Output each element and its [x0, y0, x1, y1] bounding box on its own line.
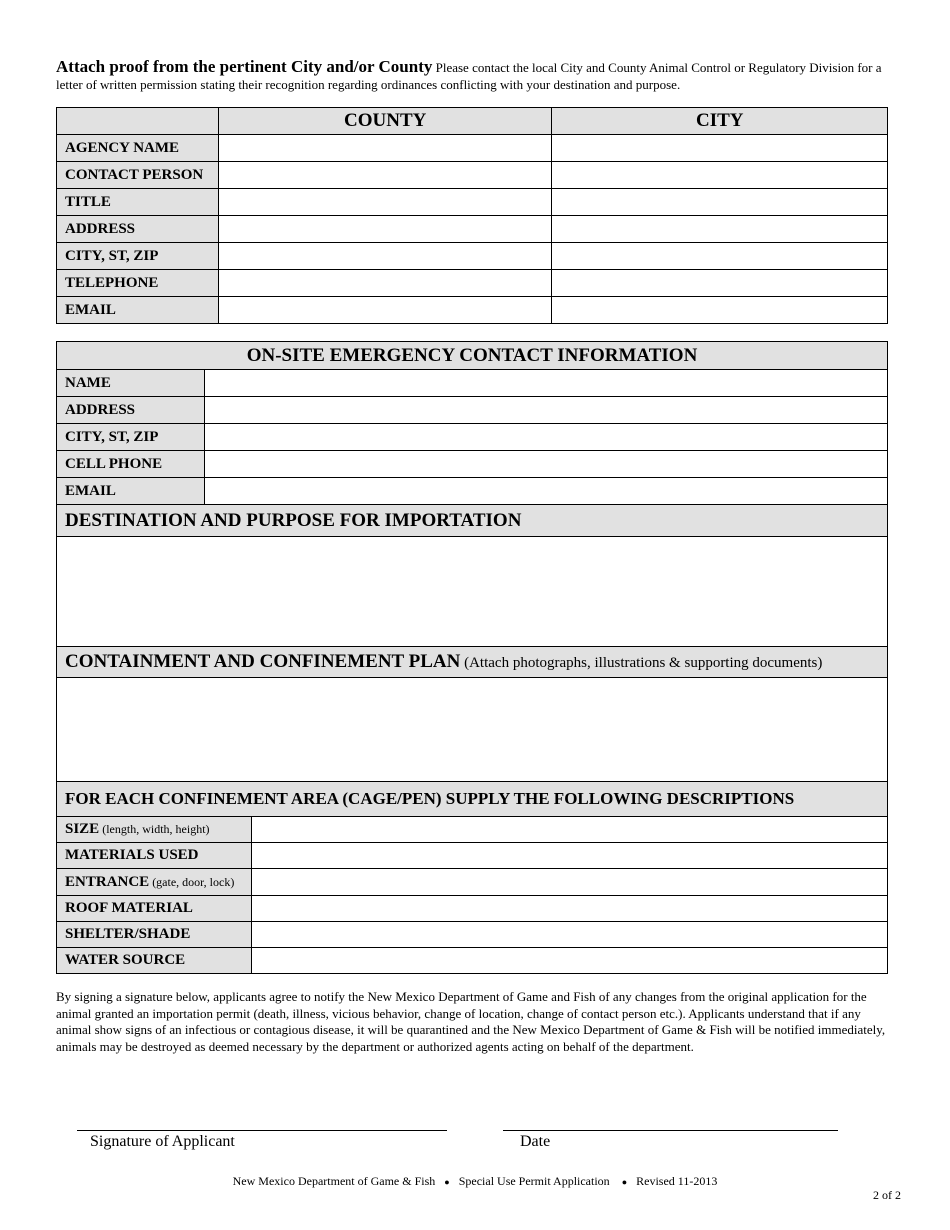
- agreement-paragraph: By signing a signature below, applicants agree to notify the New Mexico Department of Game and Fish of any changes from the original application for the animal granted an importation permit (death, illness, vicious behavior, change of location, change of contact person etc.). Applicants understand that if any animal show signs of an infectious or contagious disease, it will be quarantined and the New Mexico Department of Game & Fish will be notified immediately, animals may be destroyed as deemed necessary by the department or authorized agents acting on behalf of the department.: [56, 989, 886, 1054]
- county-telephone-field[interactable]: [218, 270, 552, 297]
- destination-purpose-field[interactable]: [57, 537, 888, 647]
- materials-used-field[interactable]: [251, 843, 887, 869]
- containment-title-text: CONTAINMENT AND CONFINEMENT PLAN: [65, 651, 461, 672]
- emergency-row-label: CITY, ST, ZIP: [57, 424, 205, 451]
- confinement-row-label: WATER SOURCE: [57, 948, 252, 974]
- agency-row-label: CITY, ST, ZIP: [57, 243, 219, 270]
- size-label: SIZE: [65, 821, 100, 837]
- footer-doc-title: Special Use Permit Application: [458, 1174, 610, 1188]
- county-city-st-zip-field[interactable]: [218, 243, 552, 270]
- emergency-section-title: ON-SITE EMERGENCY CONTACT INFORMATION: [57, 342, 888, 370]
- county-agency-name-field[interactable]: [218, 135, 552, 162]
- date-label: Date: [520, 1133, 551, 1150]
- containment-note: (Attach photographs, illustrations & supporting documents): [460, 655, 823, 671]
- confinement-section-title: FOR EACH CONFINEMENT AREA (CAGE/PEN) SUPPLY THE FOLLOWING DESCRIPTIONS: [57, 782, 888, 817]
- emergency-city-st-zip-field[interactable]: [204, 424, 887, 451]
- intro-text: Please contact the local City and County Animal Control or Regulatory Division for a letter of written permission stating their recognition regarding ordinances conflicting with your destination and purpose.: [56, 60, 882, 92]
- city-email-field[interactable]: [552, 297, 888, 324]
- confinement-row-label: ROOF MATERIAL: [57, 896, 252, 922]
- entrance-note: (gate, door, lock): [149, 874, 235, 889]
- city-column-header: CITY: [552, 108, 888, 135]
- confinement-row-label: SHELTER/SHADE: [57, 922, 252, 948]
- containment-plan-field[interactable]: [57, 678, 888, 785]
- footer-revised: Revised 11-2013: [636, 1174, 718, 1188]
- agency-row-label: CONTACT PERSON: [57, 162, 219, 189]
- city-agency-name-field[interactable]: [552, 135, 888, 162]
- signature-line[interactable]: [77, 1130, 447, 1131]
- signature-label: Signature of Applicant: [90, 1133, 235, 1150]
- city-contact-person-field[interactable]: [552, 162, 888, 189]
- agency-row-label: AGENCY NAME: [57, 135, 219, 162]
- agency-row-label: TITLE: [57, 189, 219, 216]
- agency-corner-cell: [57, 108, 219, 135]
- emergency-row-label: EMAIL: [57, 478, 205, 505]
- size-field[interactable]: [251, 817, 887, 843]
- footer-bullet-icon: ●: [444, 1177, 450, 1187]
- confinement-row-label: [57, 817, 252, 843]
- shelter-shade-field[interactable]: [251, 922, 887, 948]
- footer: [0, 1174, 950, 1189]
- emergency-name-field[interactable]: [204, 370, 887, 397]
- intro-paragraph: [56, 58, 891, 93]
- emergency-contact-table: [56, 341, 888, 785]
- emergency-row-label: ADDRESS: [57, 397, 205, 424]
- city-address-field[interactable]: [552, 216, 888, 243]
- county-contact-person-field[interactable]: [218, 162, 552, 189]
- city-telephone-field[interactable]: [552, 270, 888, 297]
- entrance-field[interactable]: [251, 869, 887, 896]
- footer-org: New Mexico Department of Game & Fish: [232, 1174, 436, 1188]
- emergency-email-field[interactable]: [204, 478, 887, 505]
- confinement-row-label: [57, 869, 252, 896]
- size-note: (length, width, height): [99, 822, 210, 836]
- county-address-field[interactable]: [218, 216, 552, 243]
- emergency-cell-phone-field[interactable]: [204, 451, 887, 478]
- footer-bullet-icon: ●: [621, 1177, 628, 1187]
- city-title-field[interactable]: [552, 189, 888, 216]
- roof-material-field[interactable]: [251, 896, 887, 922]
- emergency-address-field[interactable]: [204, 397, 887, 424]
- entrance-label: ENTRANCE: [65, 873, 150, 890]
- county-column-header: COUNTY: [218, 108, 552, 135]
- confinement-table: [56, 781, 888, 974]
- agency-row-label: EMAIL: [57, 297, 219, 324]
- destination-section-title: DESTINATION AND PURPOSE FOR IMPORTATION: [57, 505, 888, 537]
- agency-row-label: ADDRESS: [57, 216, 219, 243]
- containment-section-title: [57, 647, 888, 678]
- intro-lead: Attach proof from the pertinent City and/or County: [56, 57, 433, 76]
- agency-row-label: TELEPHONE: [57, 270, 219, 297]
- date-line[interactable]: [503, 1130, 838, 1131]
- emergency-row-label: CELL PHONE: [57, 451, 205, 478]
- city-city-st-zip-field[interactable]: [552, 243, 888, 270]
- confinement-row-label: MATERIALS USED: [57, 843, 252, 869]
- county-title-field[interactable]: [218, 189, 552, 216]
- page-number: 2 of 2: [873, 1188, 901, 1202]
- emergency-row-label: NAME: [57, 370, 205, 397]
- county-email-field[interactable]: [218, 297, 552, 324]
- water-source-field[interactable]: [251, 948, 887, 974]
- agency-table: [56, 107, 888, 324]
